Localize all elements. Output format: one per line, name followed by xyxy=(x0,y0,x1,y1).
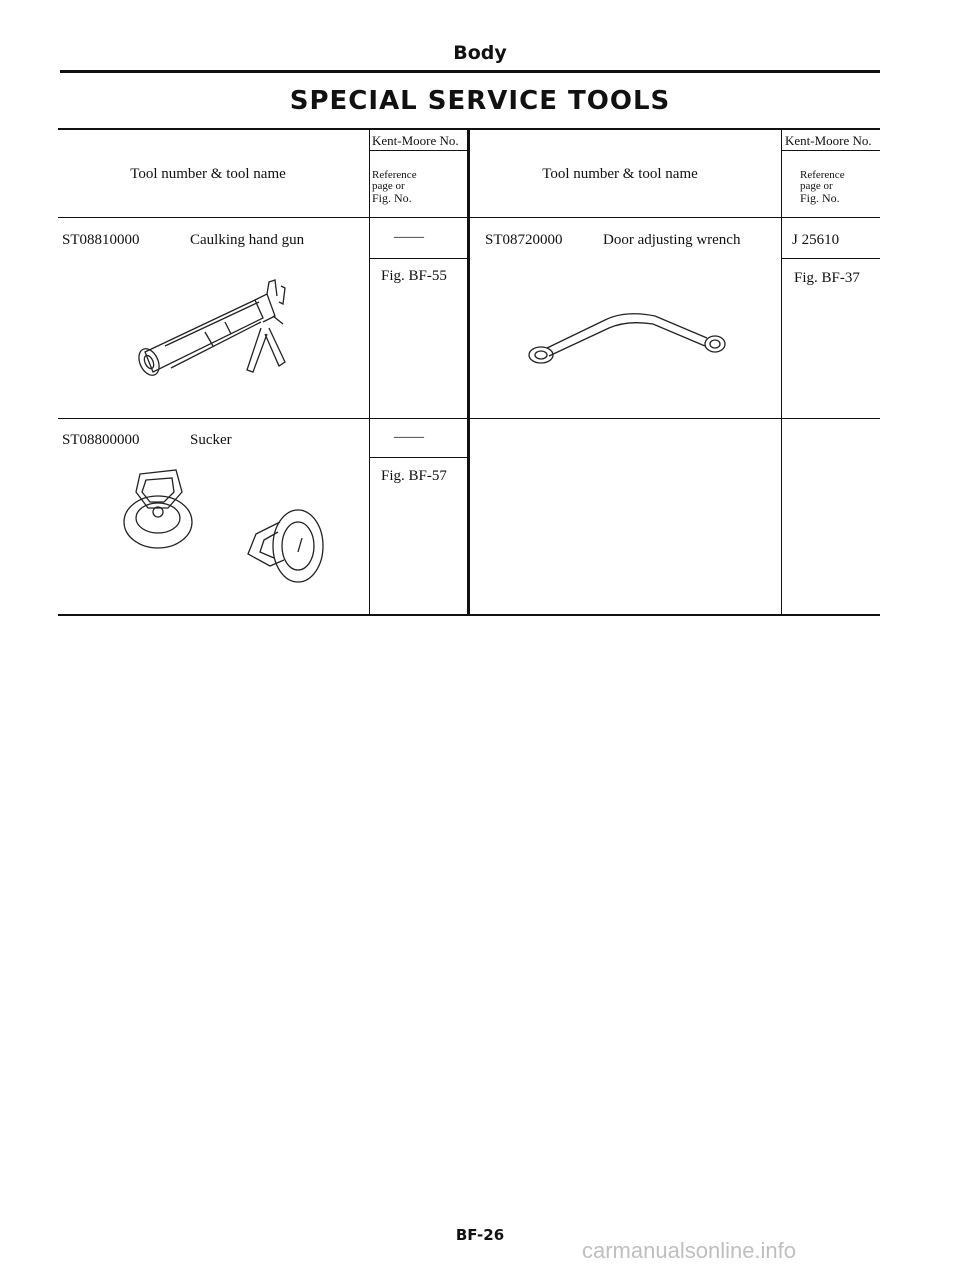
tool-number: ST08720000 xyxy=(485,232,563,248)
vrule-right-kentmoore xyxy=(781,128,782,616)
row2-ref-rule-left xyxy=(370,457,468,458)
tool-name: Sucker xyxy=(190,432,232,448)
watermark: carmanualsonline.info xyxy=(582,1238,797,1263)
tool-name: Caulking hand gun xyxy=(190,232,305,248)
column-header-kentmoore-right: Kent-Moore No. xyxy=(785,133,872,148)
tool-name: Door adjusting wrench xyxy=(603,232,741,248)
kent-moore-number: J 25610 xyxy=(792,232,840,248)
table-top-rule-left xyxy=(58,128,468,130)
column-header-tool-left: Tool number & tool name xyxy=(130,166,286,182)
row1-ref-rule-left xyxy=(370,258,468,259)
column-header-reference-left: Reference page or Fig. No. xyxy=(372,169,417,205)
kent-moore-number: —— xyxy=(394,429,424,445)
column-header-tool-right: Tool number & tool name xyxy=(542,166,698,182)
column-header-kentmoore-left: Kent-Moore No. xyxy=(372,133,459,148)
vrule-left-kentmoore xyxy=(369,128,370,616)
header-rule xyxy=(60,70,880,73)
reference-figure: Fig. BF-37 xyxy=(794,270,860,286)
door-wrench-illustration xyxy=(525,300,735,375)
column-header-reference-right: Reference page or Fig. No. xyxy=(800,169,845,205)
page-title: SPECIAL SERVICE TOOLS xyxy=(289,86,671,116)
row1-ref-rule-right xyxy=(782,258,880,259)
table-kentmoore-rule-right xyxy=(782,150,880,151)
vrule-center xyxy=(467,128,470,616)
tool-number: ST08800000 xyxy=(62,432,140,448)
caulking-gun-illustration xyxy=(135,272,305,402)
table-kentmoore-rule-left xyxy=(370,150,468,151)
kent-moore-number: —— xyxy=(394,229,424,245)
reference-figure: Fig. BF-55 xyxy=(381,268,447,284)
sucker-illustration xyxy=(118,462,333,602)
page-number: BF-26 xyxy=(455,1226,505,1244)
reference-figure: Fig. BF-57 xyxy=(381,468,447,484)
table-top-rule-right xyxy=(470,128,880,130)
section-title: Body xyxy=(453,42,507,64)
tool-number: ST08810000 xyxy=(62,232,140,248)
